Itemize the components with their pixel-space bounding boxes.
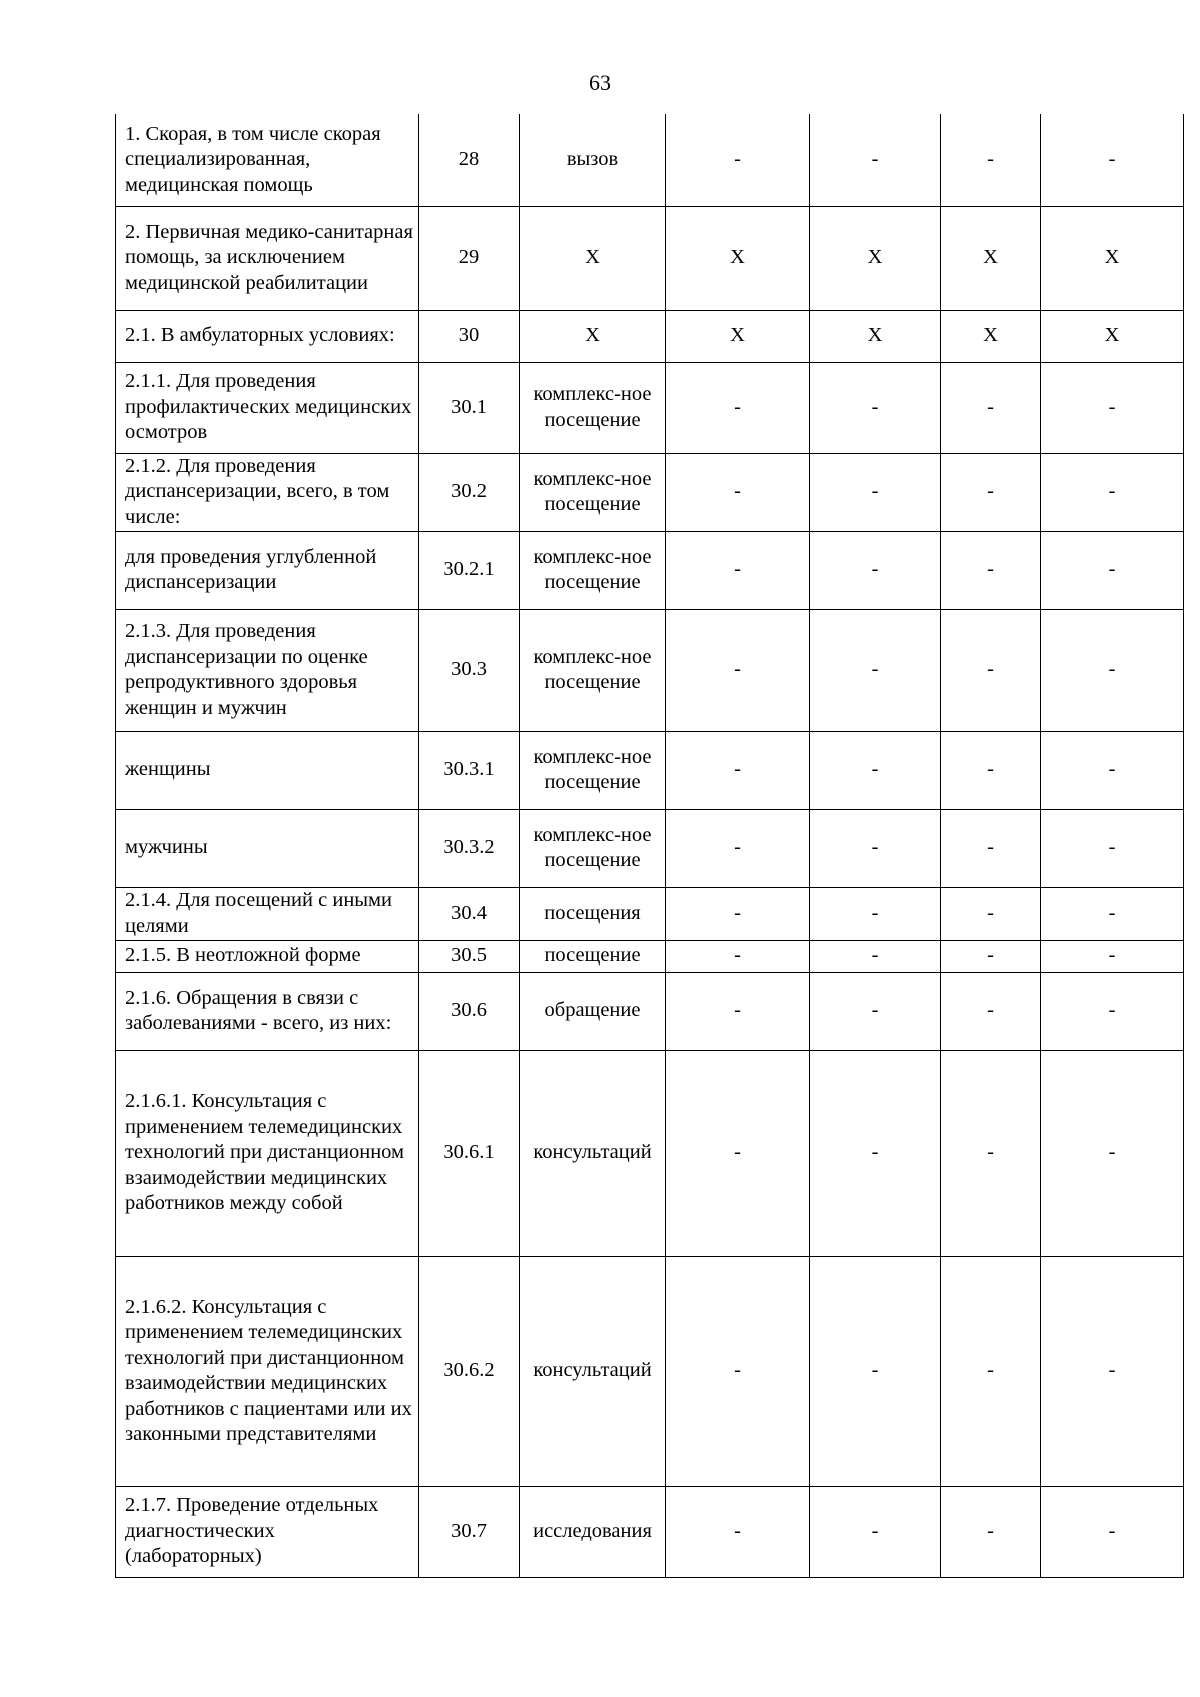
row-code: 28	[458, 148, 480, 170]
row-value: -	[734, 1359, 741, 1382]
row-value: -	[1108, 1141, 1116, 1164]
row-unit: посещения	[544, 901, 641, 924]
row-unit-cell	[520, 531, 666, 609]
table-body	[116, 114, 1184, 1577]
row-unit: Х	[585, 246, 600, 269]
row-code: 30.3	[451, 658, 487, 681]
row-value-cell	[810, 1256, 941, 1486]
row-unit: вызов	[566, 148, 619, 170]
row-value: -	[1108, 836, 1116, 859]
row-value-cell	[810, 887, 941, 940]
row-code-cell	[419, 310, 520, 362]
row-name-cell	[116, 1486, 419, 1577]
row-value-cell	[941, 453, 1041, 531]
row-value: -	[1108, 395, 1116, 418]
row-name: 2.1.5. В неотложной форме	[125, 944, 361, 967]
row-value: -	[734, 395, 741, 418]
row-value-cell	[941, 972, 1041, 1050]
row-code: 30.5	[451, 944, 487, 967]
row-value: -	[1108, 148, 1116, 170]
row-value-cell	[810, 114, 941, 206]
row-value: Х	[983, 246, 998, 269]
table-row	[116, 310, 1184, 362]
row-code-cell	[419, 1486, 520, 1577]
row-value: -	[734, 558, 741, 581]
row-name: мужчины	[125, 836, 208, 859]
row-unit: комплекс-ное посещение	[533, 645, 652, 693]
row-value: -	[1108, 1519, 1116, 1542]
row-value-cell	[1041, 1050, 1184, 1256]
row-value-cell	[666, 1050, 810, 1256]
row-value: -	[1108, 758, 1116, 781]
row-value: -	[871, 658, 879, 681]
table-row	[116, 1050, 1184, 1256]
row-name: 2.1.6. Обращения в связи с заболеваниями - всего, из них:	[125, 986, 392, 1034]
table-row	[116, 1256, 1184, 1486]
row-value-cell	[666, 362, 810, 453]
row-name: для проведения углубленной диспансеризации	[125, 545, 377, 593]
row-value: -	[1108, 480, 1116, 503]
row-unit-cell	[520, 731, 666, 809]
row-value: -	[987, 758, 994, 781]
row-name-cell	[116, 114, 419, 206]
row-value-cell	[810, 206, 941, 310]
row-name: 2.1.6.2. Консультация с применением телемедицинских технологий при дистанционном взаимодействии медицинских работников с пациентами или их законными представителями	[125, 1295, 412, 1445]
row-name: женщины	[125, 758, 211, 781]
row-code: 30.2	[451, 480, 487, 503]
row-value: -	[1108, 944, 1116, 967]
row-value: -	[871, 836, 879, 859]
row-unit: комплекс-ное посещение	[533, 467, 652, 515]
row-value: -	[734, 758, 741, 781]
row-value-cell	[941, 1256, 1041, 1486]
row-value: -	[871, 1141, 879, 1164]
row-value-cell	[941, 1050, 1041, 1256]
row-value-cell	[1041, 1256, 1184, 1486]
row-unit: комплекс-ное посещение	[533, 745, 652, 793]
row-name-cell	[116, 310, 419, 362]
row-name: 2.1. В амбулаторных условиях:	[125, 324, 395, 347]
row-value: -	[734, 148, 741, 170]
row-name: 2.1.1. Для проведения профилактических медицинских осмотров	[125, 370, 412, 444]
row-code: 30	[458, 324, 480, 347]
row-name-cell	[116, 1050, 419, 1256]
row-value: -	[734, 1141, 741, 1164]
row-value: Х	[983, 324, 998, 347]
row-value-cell	[810, 972, 941, 1050]
row-value: -	[871, 999, 879, 1022]
page-number: 63	[589, 70, 611, 95]
row-value: -	[987, 395, 994, 418]
row-value-cell	[810, 1486, 941, 1577]
row-value-cell	[941, 531, 1041, 609]
row-value-cell	[666, 731, 810, 809]
row-value-cell	[810, 731, 941, 809]
row-value: -	[871, 758, 879, 781]
row-unit-cell	[520, 206, 666, 310]
row-value: Х	[730, 324, 745, 347]
row-value: Х	[1104, 324, 1120, 347]
row-value-cell	[810, 531, 941, 609]
table-row	[116, 531, 1184, 609]
row-code-cell	[419, 809, 520, 887]
row-unit-cell	[520, 972, 666, 1050]
table-row	[116, 114, 1184, 206]
row-code: 29	[458, 246, 480, 269]
row-unit: Х	[585, 324, 600, 347]
row-name-cell	[116, 362, 419, 453]
row-value-cell	[666, 940, 810, 972]
row-value-cell	[666, 1486, 810, 1577]
row-value: Х	[867, 246, 883, 269]
row-unit: исследования	[533, 1519, 652, 1542]
row-code-cell	[419, 114, 520, 206]
row-value-cell	[1041, 114, 1184, 206]
row-value-cell	[1041, 1486, 1184, 1577]
row-name-cell	[116, 809, 419, 887]
row-value: -	[987, 901, 994, 924]
row-unit-cell	[520, 1256, 666, 1486]
row-unit-cell	[520, 453, 666, 531]
row-value-cell	[941, 1486, 1041, 1577]
row-unit-cell	[520, 609, 666, 731]
row-code: 30.6	[451, 999, 487, 1022]
row-value-cell	[941, 731, 1041, 809]
row-value: -	[734, 836, 741, 859]
row-code: 30.7	[451, 1519, 487, 1542]
row-value-cell	[941, 809, 1041, 887]
row-value-cell	[666, 453, 810, 531]
table-row	[116, 206, 1184, 310]
row-value-cell	[941, 206, 1041, 310]
row-value-cell	[1041, 609, 1184, 731]
row-value-cell	[666, 310, 810, 362]
row-value: -	[987, 999, 994, 1022]
row-name-cell	[116, 453, 419, 531]
row-unit-cell	[520, 940, 666, 972]
row-value-cell	[941, 609, 1041, 731]
row-code-cell	[419, 531, 520, 609]
row-unit-cell	[520, 1050, 666, 1256]
table-row	[116, 887, 1184, 940]
row-value: -	[871, 1519, 879, 1542]
row-unit: обращение	[544, 999, 641, 1022]
row-code: 30.6.1	[443, 1141, 495, 1164]
row-value: -	[987, 148, 994, 170]
row-value-cell	[941, 114, 1041, 206]
row-unit-cell	[520, 887, 666, 940]
row-code-cell	[419, 1256, 520, 1486]
row-code: 30.3.1	[443, 758, 495, 781]
table-row	[116, 609, 1184, 731]
indicators-table	[115, 114, 1184, 1578]
row-code-cell	[419, 1050, 520, 1256]
row-name: 2.1.4. Для посещений с иными целями	[125, 889, 393, 937]
row-value-cell	[666, 1256, 810, 1486]
row-value-cell	[666, 609, 810, 731]
row-value: -	[1108, 1359, 1116, 1382]
row-value-cell	[666, 206, 810, 310]
row-unit-cell	[520, 1486, 666, 1577]
row-name: 2.1.6.1. Консультация с применением телемедицинских технологий при дистанционном взаимодействии медицинских работников между собой	[125, 1090, 405, 1215]
row-unit-cell	[520, 310, 666, 362]
row-value: -	[734, 658, 741, 681]
row-name-cell	[116, 206, 419, 310]
row-unit: консультаций	[533, 1359, 652, 1382]
row-value-cell	[666, 887, 810, 940]
row-value-cell	[810, 310, 941, 362]
row-value-cell	[1041, 972, 1184, 1050]
table-row	[116, 1486, 1184, 1577]
row-value: -	[871, 558, 879, 581]
row-name-cell	[116, 887, 419, 940]
row-value-cell	[810, 809, 941, 887]
row-value-cell	[810, 609, 941, 731]
row-value-cell	[666, 114, 810, 206]
row-name-cell	[116, 531, 419, 609]
row-unit: комплекс-ное посещение	[533, 383, 652, 431]
row-value-cell	[810, 453, 941, 531]
row-value: -	[987, 480, 994, 503]
row-name-cell	[116, 1256, 419, 1486]
row-value-cell	[1041, 206, 1184, 310]
row-unit: комплекс-ное посещение	[533, 545, 652, 593]
table-row	[116, 809, 1184, 887]
row-value-cell	[941, 310, 1041, 362]
row-value-cell	[1041, 531, 1184, 609]
row-value-cell	[666, 809, 810, 887]
row-code: 30.4	[451, 901, 487, 924]
row-value: -	[987, 1519, 994, 1542]
row-code-cell	[419, 453, 520, 531]
row-value: -	[1108, 999, 1116, 1022]
table-row	[116, 362, 1184, 453]
row-name: 2.1.2. Для проведения диспансеризации, всего, в том числе:	[125, 454, 390, 528]
row-value: -	[734, 480, 741, 503]
row-value: -	[987, 836, 994, 859]
row-value: -	[871, 1359, 879, 1382]
row-unit-cell	[520, 114, 666, 206]
row-value: -	[987, 1141, 994, 1164]
row-value-cell	[666, 972, 810, 1050]
table-row	[116, 972, 1184, 1050]
row-value-cell	[666, 531, 810, 609]
row-value-cell	[941, 940, 1041, 972]
row-unit: посещение	[544, 944, 641, 967]
row-value-cell	[1041, 809, 1184, 887]
row-code-cell	[419, 609, 520, 731]
row-name: 2.1.3. Для проведения диспансеризации по оценке репродуктивного здоровья женщин и мужчин	[125, 620, 368, 719]
row-unit: консультаций	[533, 1141, 652, 1164]
row-name-cell	[116, 940, 419, 972]
row-value: -	[871, 901, 879, 924]
row-code: 30.1	[451, 395, 487, 418]
row-value-cell	[1041, 887, 1184, 940]
row-value: -	[871, 395, 879, 418]
row-value-cell	[1041, 362, 1184, 453]
row-value-cell	[1041, 940, 1184, 972]
row-value-cell	[810, 940, 941, 972]
row-name-cell	[116, 972, 419, 1050]
row-value: -	[1108, 658, 1116, 681]
row-code-cell	[419, 972, 520, 1050]
row-value: -	[1108, 558, 1116, 581]
row-name: 2. Первичная медико-санитарная помощь, за исключением медицинской реабилитации	[125, 220, 413, 294]
row-unit-cell	[520, 809, 666, 887]
row-value: -	[871, 480, 879, 503]
row-value: -	[1108, 901, 1116, 924]
row-name-cell	[116, 609, 419, 731]
row-value: -	[987, 558, 994, 581]
row-value: -	[734, 944, 741, 967]
row-name: 2.1.7. Проведение отдельных диагностических (лабораторных)	[125, 1494, 379, 1568]
table-row	[116, 453, 1184, 531]
table-row	[116, 940, 1184, 972]
row-value: -	[734, 901, 741, 924]
row-value: -	[734, 999, 741, 1022]
row-code: 30.6.2	[443, 1359, 495, 1382]
row-value-cell	[1041, 453, 1184, 531]
row-unit: комплекс-ное посещение	[533, 823, 652, 871]
row-value-cell	[941, 362, 1041, 453]
row-code: 30.2.1	[443, 558, 495, 581]
row-value: -	[987, 658, 994, 681]
row-name: 1. Скорая, в том числе скорая специализированная, медицинская помощь	[125, 122, 381, 196]
row-value: -	[871, 148, 879, 170]
row-value-cell	[810, 362, 941, 453]
row-value-cell	[1041, 310, 1184, 362]
row-code-cell	[419, 887, 520, 940]
row-value: -	[734, 1519, 741, 1542]
row-value: -	[987, 944, 994, 967]
row-code-cell	[419, 362, 520, 453]
row-code: 30.3.2	[443, 836, 495, 859]
row-value: Х	[730, 246, 745, 269]
row-value: -	[871, 944, 879, 967]
table-row	[116, 731, 1184, 809]
row-value-cell	[810, 1050, 941, 1256]
row-code-cell	[419, 940, 520, 972]
row-name-cell	[116, 731, 419, 809]
row-code-cell	[419, 206, 520, 310]
row-unit-cell	[520, 362, 666, 453]
row-value: Х	[1104, 246, 1120, 269]
row-value-cell	[941, 887, 1041, 940]
row-value: -	[987, 1359, 994, 1382]
row-value: Х	[867, 324, 883, 347]
row-value-cell	[1041, 731, 1184, 809]
row-code-cell	[419, 731, 520, 809]
